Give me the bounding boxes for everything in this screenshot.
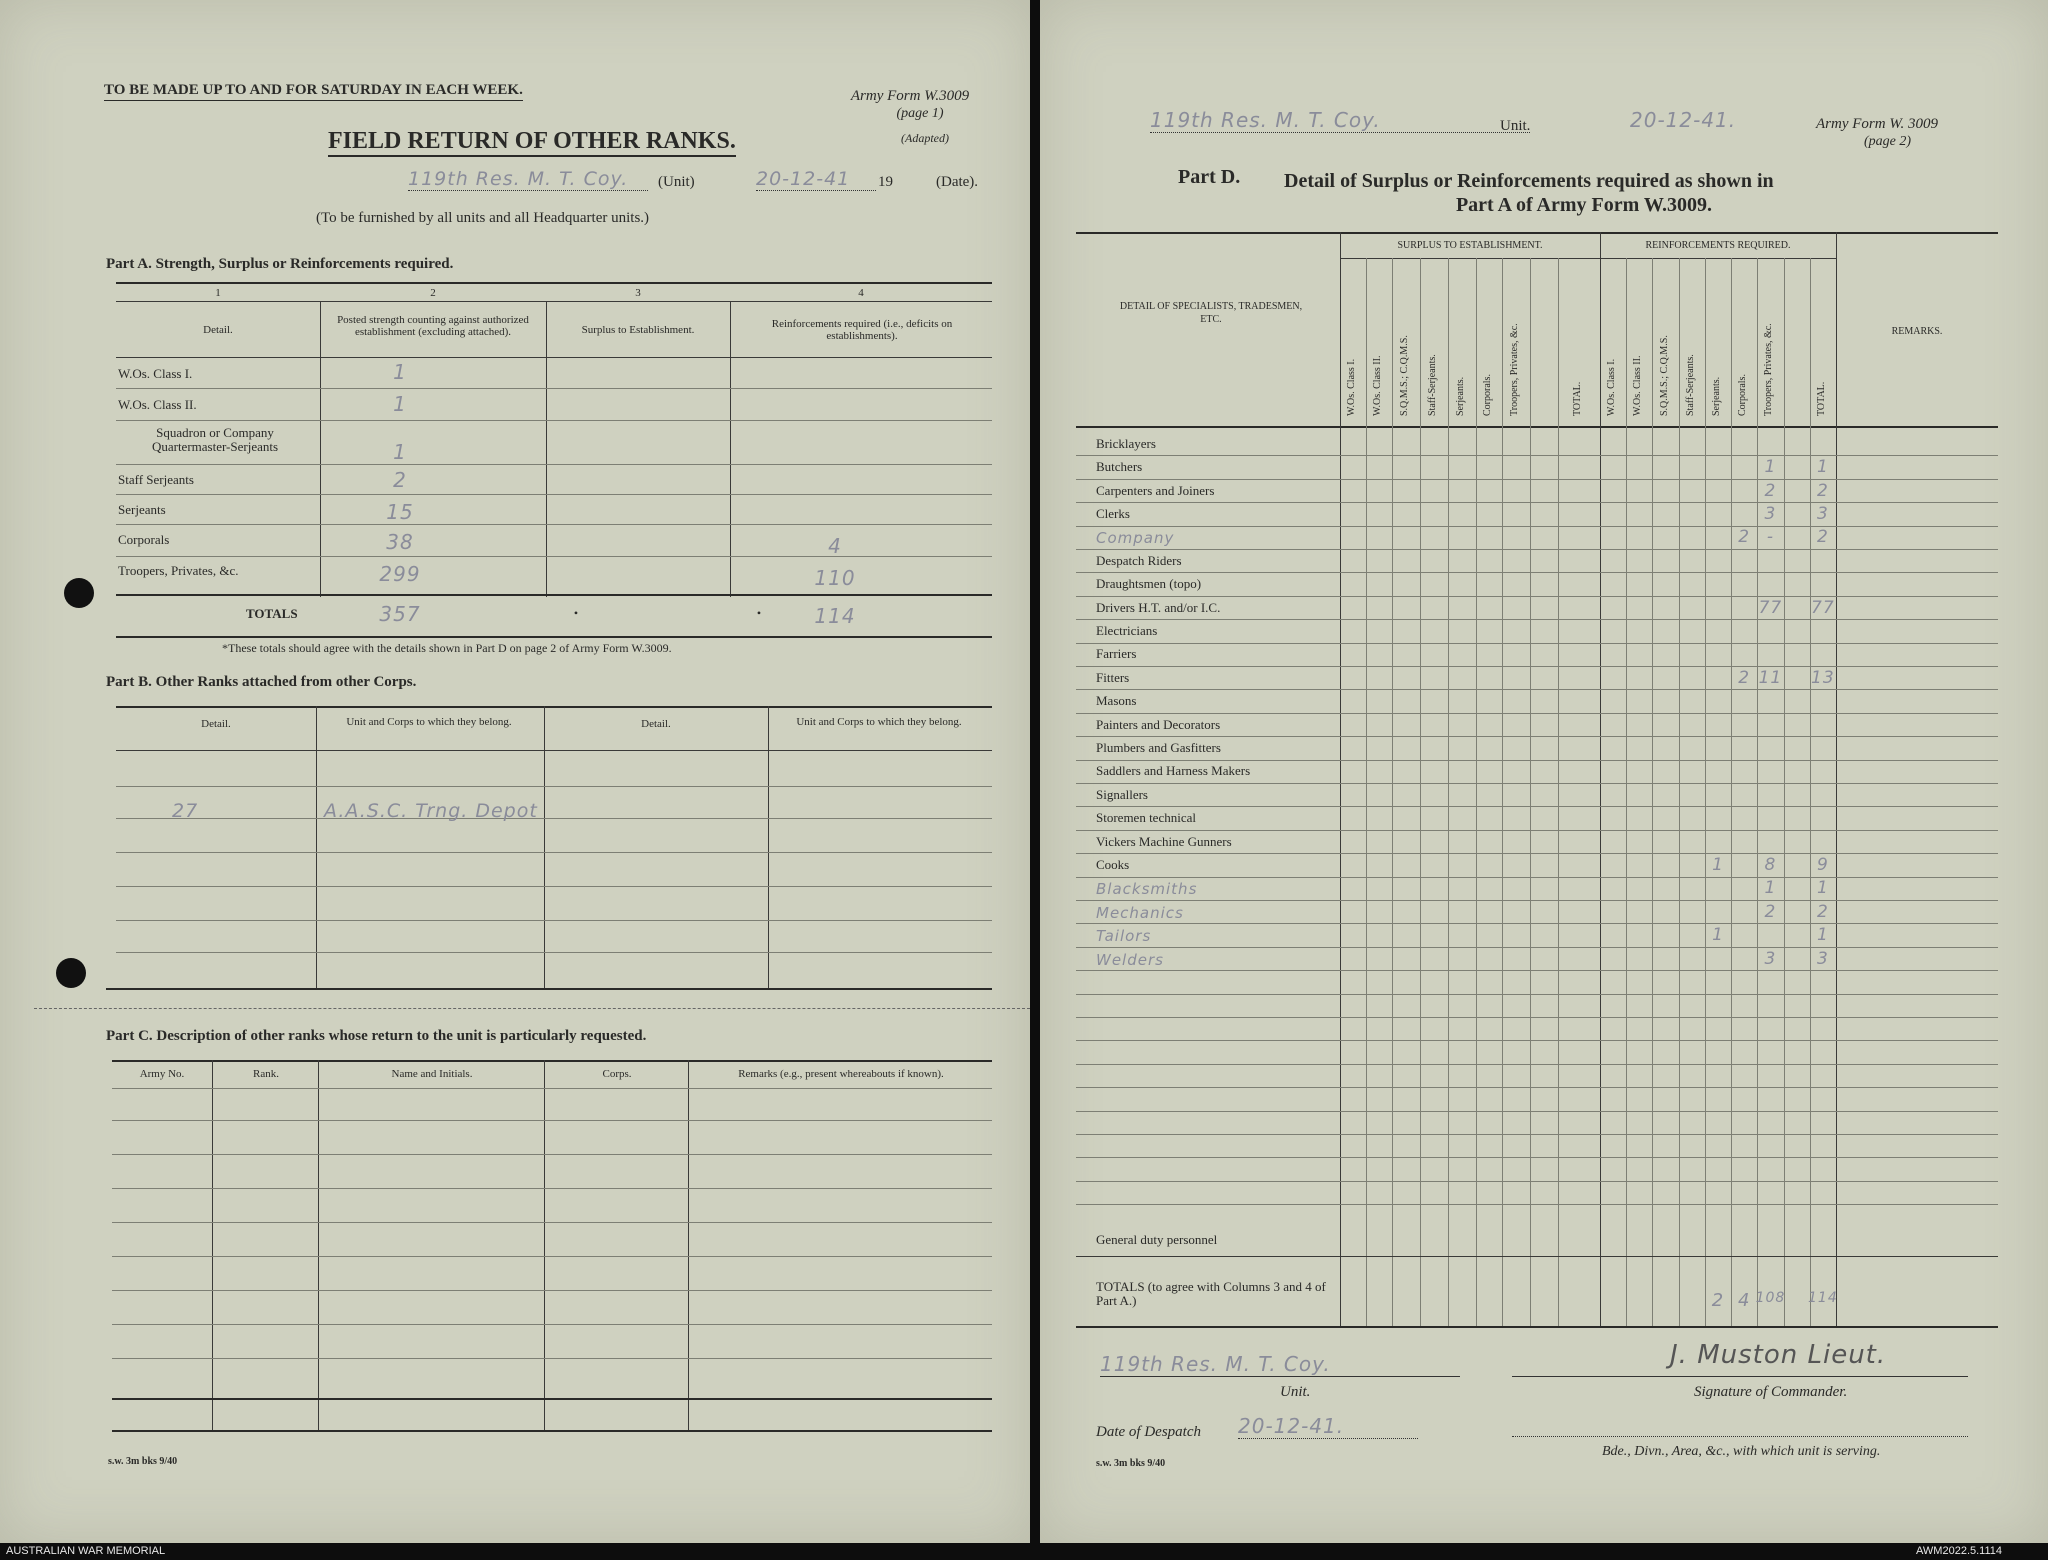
reinforcement-serjeants-value: 1 (1712, 854, 1724, 875)
trade-row-label: Drivers H.T. and/or I.C. (1096, 599, 1221, 615)
reinforcement-privates-value: - (1766, 527, 1774, 548)
reinforcement-total-value: 3 (1816, 503, 1829, 524)
attached-detail: 27 (172, 800, 199, 822)
part-b-head: Unit and Corps to which they belong. (346, 716, 512, 728)
reinforcement-total-value: 9 (1816, 854, 1829, 875)
totals-privates: 108 (1755, 1290, 1786, 1306)
reinforcement-total-value: 13 (1811, 667, 1835, 688)
trade-row-label: Despatch Riders (1096, 552, 1182, 568)
part-b-head: Unit and Corps to which they belong. (796, 716, 962, 728)
reinforcement-serjeants-header: Serjeants. (1711, 376, 1722, 416)
part-d-label: Part D. (1178, 166, 1241, 188)
printer-code: s.w. 3m bks 9/40 (108, 1456, 178, 1467)
page-number: (page 1) (896, 106, 944, 121)
page-number: (page 2) (1864, 134, 1912, 149)
part-d-totals-label: TOTALS (to agree with Columns 3 and 4 of Part A.) (1096, 1279, 1326, 1308)
reinforcement-corporals-header: Corporals. (1737, 374, 1749, 416)
trade-row-label: Electricians (1096, 622, 1158, 638)
part-a-footnote: *These totals should agree with the details shown in Part D on page 2 of Army Form W.3009. (222, 641, 672, 655)
reinforcement-serjeants-value: 1 (1712, 925, 1724, 946)
part-a-head-reinforcements: Reinforcements required (i.e., deficits on establishments). (771, 318, 953, 342)
posted-value: 1 (393, 392, 407, 416)
trade-row-label: Carpenters and Joiners (1096, 482, 1215, 498)
commander-signature: J. Muston Lieut. (1670, 1340, 1887, 1370)
reinforcement-total-value: 3 (1816, 948, 1829, 969)
row-label: Staff Serjeants (118, 472, 194, 487)
detail-column-header: DETAIL OF SPECIALISTS, TRADESMEN, ETC. (1119, 301, 1303, 325)
punch-hole (64, 578, 94, 608)
part-c-head: Rank. (253, 1068, 279, 1080)
commander-label: Signature of Commander. (1694, 1384, 1848, 1400)
printer-code: s.w. 3m bks 9/40 (1096, 1458, 1166, 1469)
trade-row-label: Plumbers and Gasfitters (1096, 739, 1221, 755)
trade-row-label: Painters and Decorators (1096, 716, 1221, 732)
archive-credit: AUSTRALIAN WAR MEMORIAL (6, 1545, 166, 1557)
form-title: FIELD RETURN OF OTHER RANKS. (328, 128, 736, 157)
trade-row-label: Signallers (1096, 786, 1148, 802)
tear-line (34, 1008, 1030, 1009)
trade-row-label: Masons (1096, 693, 1137, 709)
trade-row-label: Saddlers and Harness Makers (1096, 763, 1251, 779)
part-a-col-number: 3 (635, 287, 641, 299)
form-number: Army Form W. 3009 (1816, 116, 1938, 132)
reinforcement-group-header: REINFORCEMENTS REQUIRED. (1645, 240, 1791, 251)
general-duty-label: General duty personnel (1096, 1232, 1218, 1247)
reinforcement-corporals-value: 2 (1738, 667, 1751, 688)
part-a-head-surplus: Surplus to Establishment. (581, 324, 695, 336)
remarks-column-header: REMARKS. (1891, 326, 1943, 337)
row-label: Serjeants (118, 502, 166, 517)
reinforcement-value: 4 (828, 534, 842, 558)
totals-surplus-mark: • (573, 606, 579, 620)
row-label: Squadron or Company Quartermaster-Serjeants (151, 425, 279, 454)
brigade-label: Bde., Divn., Area, &c., with which unit is serving. (1602, 1444, 1881, 1459)
part-a-col-number: 2 (430, 287, 436, 299)
reinforcement-w-os-class-1-header: W.Os. Class I. (1606, 358, 1618, 416)
adapted-note: (Adapted) (901, 131, 949, 145)
totals-serjeants: 2 (1711, 1290, 1725, 1311)
unit-label: Unit. (1500, 118, 1531, 134)
reinforcement-total-value: 1 (1816, 925, 1829, 946)
surplus-troopers-privates-header: Troopers, Privates, &c. (1509, 323, 1520, 416)
signature-unit-value: 119th Res. M. T. Coy. (1100, 1352, 1460, 1377)
reinforcement-sqms-cqms-header: S.Q.M.S.; C.Q.M.S. (1658, 335, 1670, 416)
despatch-value: 20-12-41. (1238, 1414, 1418, 1439)
trade-row-label: Tailors (1096, 927, 1152, 946)
totals-posted: 357 (379, 602, 421, 626)
trade-row-label: Blacksmiths (1096, 880, 1198, 899)
row-label: Troopers, Privates, &c. (118, 563, 239, 578)
part-c-heading: Part C. Description of other ranks whose return to the unit is particularly requested. (106, 1028, 647, 1044)
posted-value: 1 (393, 360, 407, 384)
trade-row-label: Cooks (1096, 856, 1130, 872)
trade-row-label: Fitters (1096, 669, 1130, 685)
furnish-note: (To be furnished by all units and all Headquarter units.) (316, 210, 650, 226)
totals-reinf: 114 (814, 604, 856, 628)
surplus-w-os-class-2-header: W.Os. Class II. (1372, 355, 1383, 416)
date-label: (Date). (936, 174, 979, 190)
unit-value: 119th Res. M. T. Coy. (408, 168, 648, 191)
reinforcement-value: 110 (814, 566, 856, 590)
surplus-sqms-cqms-header: S.Q.M.S.; C.Q.M.S. (1399, 335, 1410, 416)
reinforcement-corporals-value: 2 (1738, 527, 1751, 548)
posted-value: 38 (386, 530, 414, 554)
trade-row-label: Draughtsmen (topo) (1096, 576, 1202, 592)
totals-reinf-mark: • (756, 606, 762, 620)
part-c-head: Corps. (602, 1068, 632, 1080)
posted-value: 299 (379, 562, 421, 586)
trade-row-label: Vickers Machine Gunners (1096, 833, 1232, 849)
date-century: 19 (878, 174, 893, 190)
reinforcement-privates-value: 3 (1764, 948, 1777, 969)
reinforcement-privates-value: 1 (1764, 878, 1777, 899)
reinforcement-privates-value: 2 (1764, 480, 1777, 501)
reinforcement-w-os-class-2-header: W.Os. Class II. (1632, 355, 1644, 416)
trade-row-label: Mechanics (1096, 903, 1184, 922)
reinforcement-total-value: 2 (1816, 480, 1829, 501)
part-c-head: Name and Initials. (391, 1068, 473, 1080)
unit-value: 119th Res. M. T. Coy. (1150, 108, 1530, 133)
surplus-group-header: SURPLUS TO ESTABLISHMENT. (1397, 240, 1543, 251)
part-a-head-posted: Posted strength counting against authorized establishment (excluding attached). (337, 314, 529, 338)
trade-row-label: Clerks (1096, 505, 1130, 521)
reinforcement-total-value: 1 (1816, 878, 1829, 899)
date-value: 20-12-41 (756, 168, 876, 191)
part-a-col-number: 4 (858, 287, 864, 299)
reinforcement-privates-value: 2 (1764, 901, 1777, 922)
date-value: 20-12-41. (1630, 108, 1737, 132)
weekly-instruction: TO BE MADE UP TO AND FOR SATURDAY IN EACH WEEK. (104, 82, 523, 101)
row-label: Corporals (118, 532, 170, 547)
row-label: W.Os. Class II. (118, 397, 197, 412)
unit-label: (Unit) (658, 174, 695, 190)
reinforcement-total-value: 77 (1811, 597, 1835, 618)
posted-value: 1 (393, 440, 407, 464)
reinforcement-troopers-privates-header: Troopers, Privates, &c. (1763, 323, 1775, 416)
form-page-1 (0, 0, 1030, 1543)
part-c-head: Army No. (139, 1068, 185, 1080)
trade-row-label: Welders (1096, 950, 1164, 969)
part-a-head-detail: Detail. (203, 324, 233, 336)
reinforcement-privates-value: 3 (1764, 503, 1777, 524)
signature-unit-label: Unit. (1280, 1384, 1311, 1400)
part-a-col-number: 1 (215, 287, 221, 299)
surplus-corporals-header: Corporals. (1482, 374, 1493, 416)
part-d-heading-line1: Detail of Surplus or Reinforcements required as shown in (1284, 170, 1774, 192)
archive-reference: AWM2022.5.1114 (1916, 1545, 2003, 1557)
form-number: Army Form W.3009 (850, 88, 970, 104)
punch-hole (56, 958, 86, 988)
totals-total: 114 (1808, 1290, 1838, 1306)
reinforcement-total-value: 1 (1816, 457, 1829, 478)
part-a-heading: Part A. Strength, Surplus or Reinforcements required. (106, 256, 454, 272)
totals-corporals: 4 (1737, 1290, 1751, 1311)
totals-label: TOTALS (246, 606, 298, 621)
part-b-heading: Part B. Other Ranks attached from other Corps. (106, 674, 417, 690)
surplus-staff-serjeants-header: Staff-Serjeants. (1427, 354, 1438, 416)
trade-row-label: Farriers (1096, 646, 1137, 662)
reinforcement-privates-value: 77 (1758, 597, 1783, 618)
trade-row-label: Butchers (1096, 459, 1143, 475)
reinforcement-total-value: 2 (1816, 901, 1829, 922)
despatch-label: Date of Despatch (1096, 1424, 1201, 1440)
surplus-w-os-class-1-header: W.Os. Class I. (1346, 358, 1357, 416)
part-b-head: Detail. (641, 718, 671, 730)
reinforcement-total-value: 2 (1816, 527, 1829, 548)
row-label: W.Os. Class I. (118, 366, 193, 381)
reinforcement-total-header: TOTAL. (1815, 381, 1827, 416)
trade-row-label: Storemen technical (1096, 810, 1196, 826)
part-d-heading-line2: Part A of Army Form W.3009. (1455, 194, 1713, 216)
reinforcement-privates-value: 1 (1764, 457, 1777, 478)
reinforcement-staff-serjeants-header: Staff-Serjeants. (1684, 354, 1696, 416)
attached-unit: A.A.S.C. Trng. Depot (324, 800, 538, 822)
surplus-total-header: TOTAL. (1572, 381, 1583, 416)
part-c-head: Remarks (e.g., present whereabouts if known). (738, 1068, 944, 1080)
part-b-head: Detail. (201, 718, 231, 730)
posted-value: 2 (393, 468, 407, 492)
form-page-2 (1040, 0, 2048, 1543)
reinforcement-privates-value: 11 (1758, 667, 1783, 688)
trade-row-label: Bricklayers (1096, 435, 1156, 451)
trade-row-label: Company (1096, 529, 1175, 548)
surplus-serjeants-header: Serjeants. (1455, 376, 1466, 416)
reinforcement-privates-value: 8 (1764, 854, 1777, 875)
posted-value: 15 (386, 500, 414, 524)
